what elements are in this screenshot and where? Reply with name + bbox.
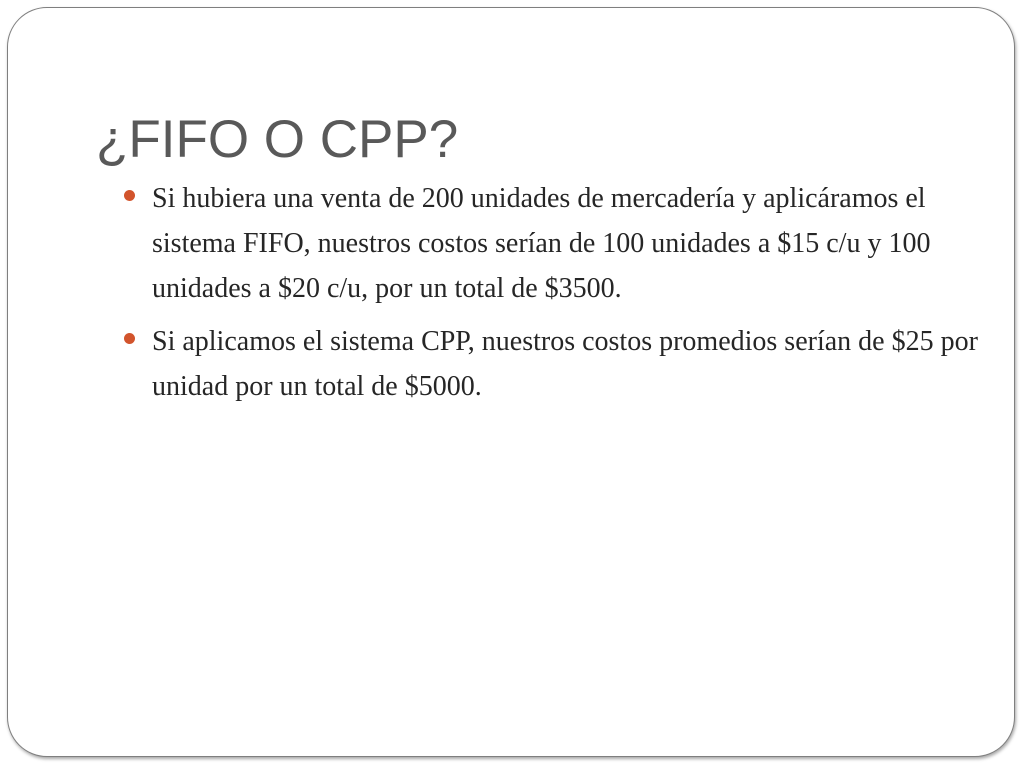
bullet-text: Si aplicamos el sistema CPP, nuestros costos promedios serían de $25 por unidad por un total de $5000. [152,326,978,402]
bullet-item [124,176,984,311]
bullet-text: Si hubiera una venta de 200 unidades de mercadería y aplicáramos el sistema FIFO, nuestros costos serían de 100 unidades a $15 c/u y 100 unidades a $20 c/u, por un total de $3500. [152,183,931,304]
bullet-list [124,176,984,417]
slide-title: ¿FIFO O CPP? [96,110,459,169]
bullet-dot-icon [124,333,135,344]
slide-frame [7,7,1015,757]
bullet-item [124,319,984,409]
bullet-dot-icon [124,190,135,201]
